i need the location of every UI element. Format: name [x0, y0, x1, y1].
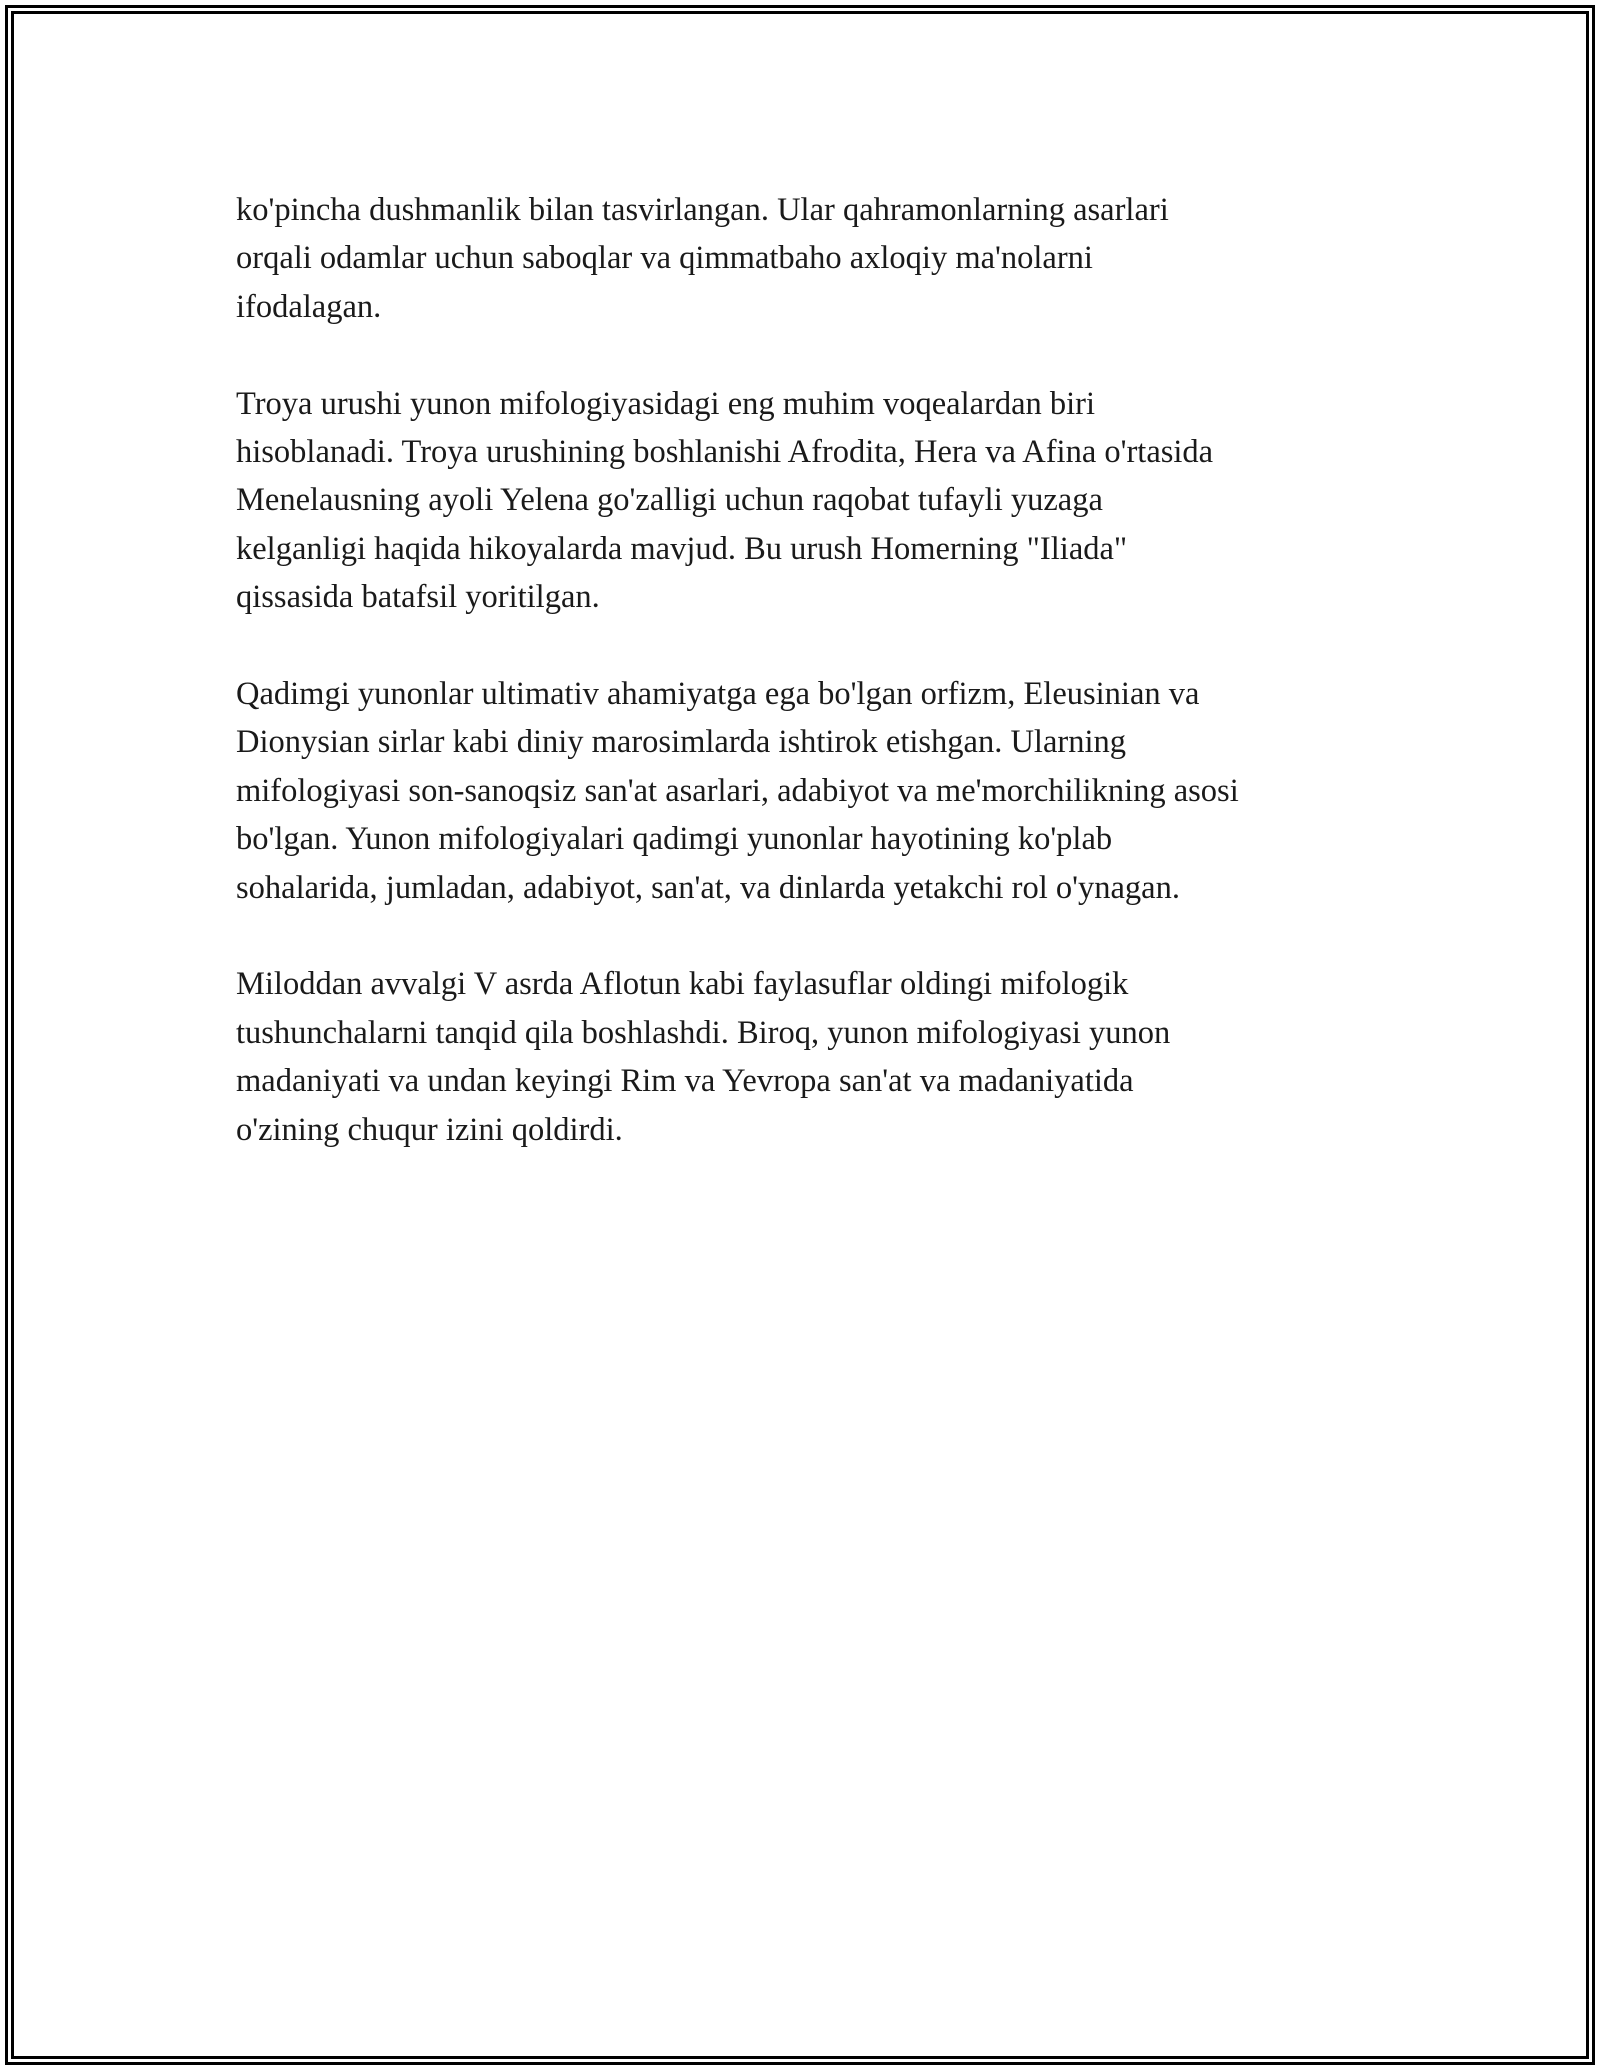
text-line: Dionysian sirlar kabi diniy marosimlarda ishtirok etishgan. Ularning — [236, 724, 1126, 761]
text-line: Menelausning ayoli Yelena go'zalligi uchun raqobat tufayli yuzaga — [236, 482, 1103, 519]
paragraph-1 — [236, 186, 1386, 331]
text-line: o'zining chuqur izini qoldirdi. — [236, 1111, 623, 1148]
text-line: bo'lgan. Yunon mifologiyalari qadimgi yunonlar hayotining ko'plab — [236, 821, 1113, 858]
text-line: ifodalagan. — [236, 288, 382, 325]
document-body — [236, 186, 1386, 1202]
text-line: qissasida batafsil yoritilgan. — [236, 579, 600, 616]
text-line: ko'pincha dushmanlik bilan tasvirlangan. Ular qahramonlarning asarlari — [236, 192, 1169, 228]
text-line: hisoblanadi. Troya urushining boshlanishi Afrodita, Hera va Afina o'rtasida — [236, 434, 1214, 471]
text-line: orqali odamlar uchun saboqlar va qimmatbaho axloqiy ma'nolarni — [236, 240, 1093, 277]
text-line: sohalarida, jumladan, adabiyot, san'at, va dinlarda yetakchi rol o'ynagan. — [236, 869, 1180, 906]
paragraph-3 — [236, 670, 1386, 912]
text-line: tushunchalarni tanqid qila boshlashdi. Biroq, yunon mifologiyasi yunon — [236, 1014, 1171, 1051]
text-line: Qadimgi yunonlar ultimativ ahamiyatga ega bo'lgan orfizm, Eleusinian va — [236, 676, 1200, 713]
text-line: madaniyati va undan keyingi Rim va Yevropa san'at va madaniyatida — [236, 1063, 1134, 1100]
paragraph-4 — [236, 960, 1386, 1154]
text-line: mifologiyasi son-sanoqsiz san'at asarlari, adabiyot va me'morchilikning asosi — [236, 772, 1239, 809]
text-line: Miloddan avvalgi V asrda Aflotun kabi faylasuflar oldingi mifologik — [236, 966, 1129, 1003]
paragraph-2 — [236, 380, 1386, 622]
text-line: kelganligi haqida hikoyalarda mavjud. Bu urush Homerning "Iliada" — [236, 530, 1128, 567]
text-line: Troya urushi yunon mifologiyasidagi eng muhim voqealardan biri — [236, 385, 1096, 422]
